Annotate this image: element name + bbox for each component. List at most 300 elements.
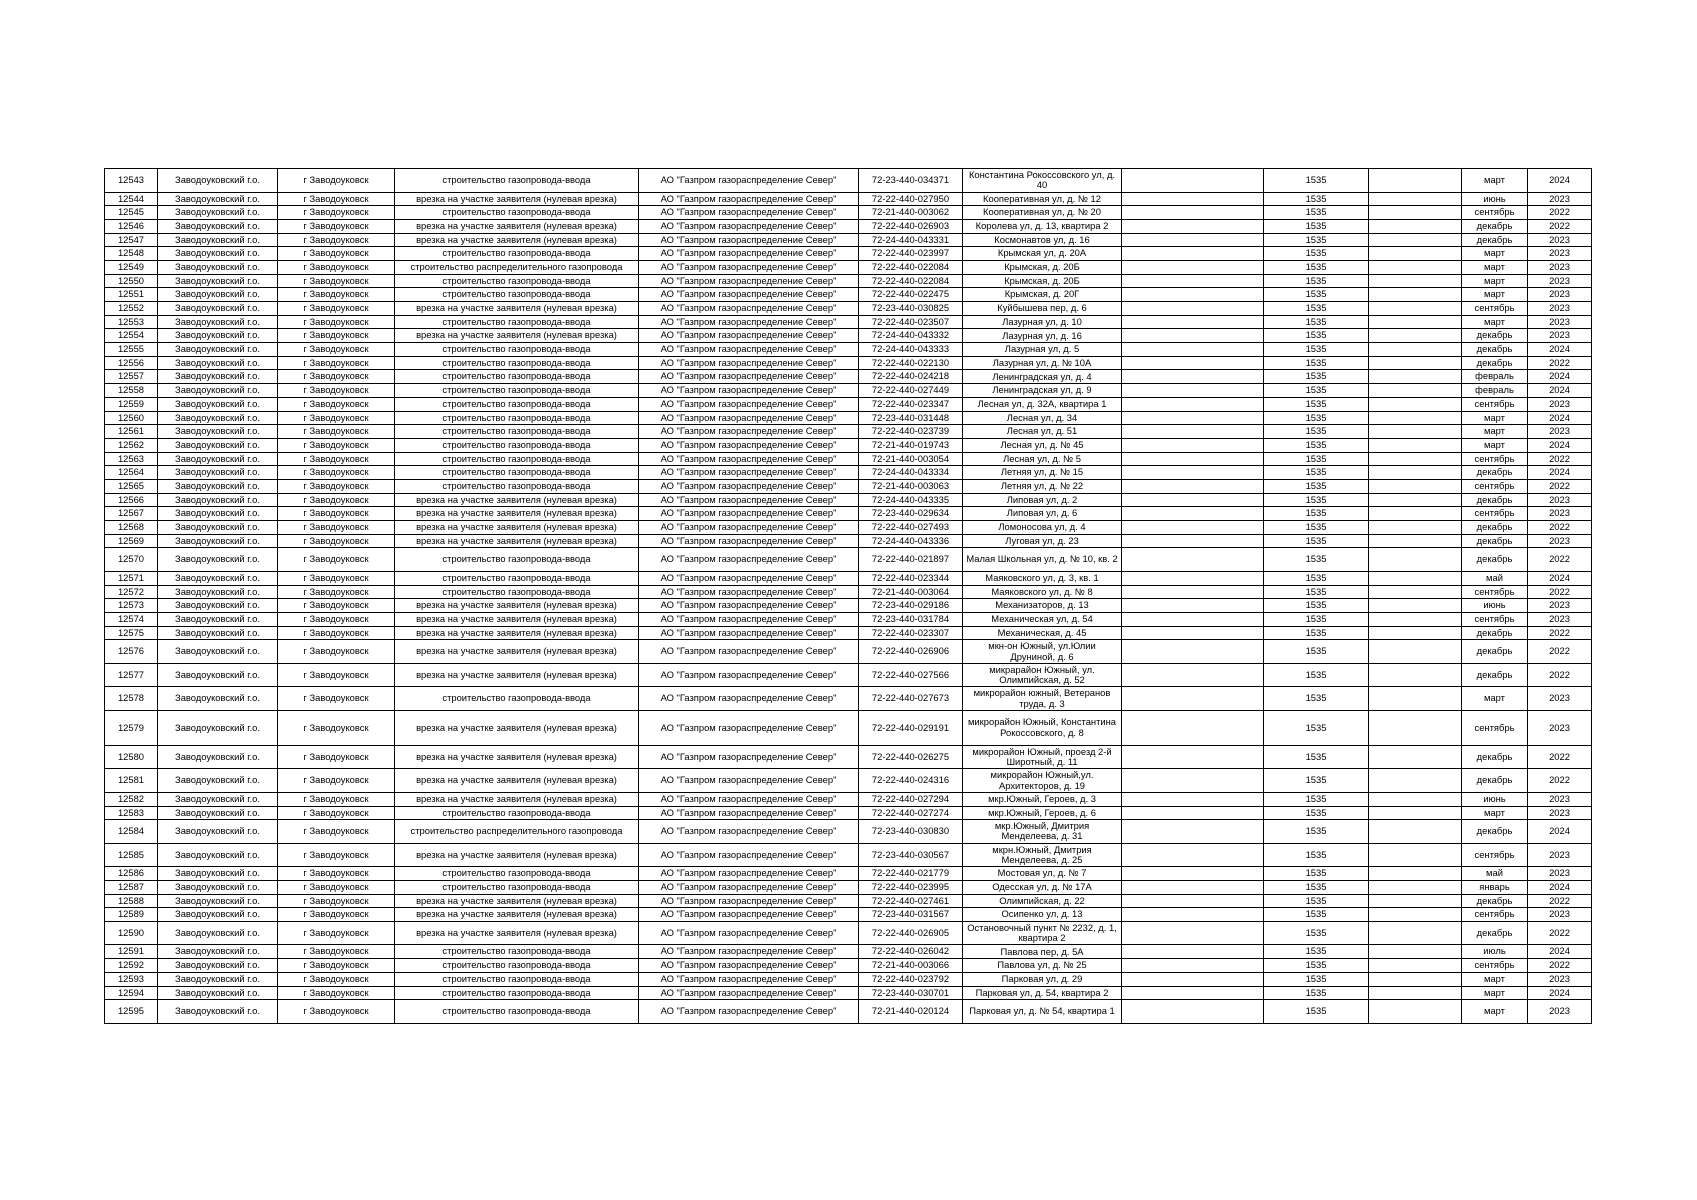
cell-contract-number: 72-23-440-029634 [859, 507, 963, 521]
cell-address: Крымская, д. 20Б [963, 260, 1122, 274]
cell-contract-number: 72-24-440-043333 [859, 343, 963, 357]
cell-district: Заводоуковский г.о. [158, 534, 278, 548]
cell-address: микрорайон Южный, проезд 2-й Широтный, д. 11 [963, 745, 1122, 769]
cell-organization: АО "Газпром газораспределение Север" [639, 534, 859, 548]
cell-month: декабрь [1462, 663, 1528, 687]
cell-year: 2023 [1528, 329, 1592, 343]
table-body [105, 169, 1592, 1024]
cell-empty [1122, 343, 1264, 357]
cell-empty [1122, 397, 1264, 411]
cell-year: 2024 [1528, 370, 1592, 384]
cell-code: 1535 [1264, 329, 1369, 343]
cell-year: 2022 [1528, 452, 1592, 466]
table-row [105, 233, 1592, 247]
cell-year: 2022 [1528, 745, 1592, 769]
table-row [105, 663, 1592, 687]
cell-address: мкн-он Южный, ул.Юлии Друниной, д. 6 [963, 640, 1122, 664]
cell-address: Лазурная ул, д. 10 [963, 315, 1122, 329]
cell-organization: АО "Газпром газораспределение Север" [639, 769, 859, 793]
cell-empty [1122, 370, 1264, 384]
cell-empty [1122, 908, 1264, 922]
cell-empty [1122, 466, 1264, 480]
cell-row-number: 12550 [105, 274, 158, 288]
cell-district: Заводоуковский г.о. [158, 626, 278, 640]
cell-year: 2022 [1528, 769, 1592, 793]
cell-extra [1369, 612, 1462, 626]
cell-month: декабрь [1462, 626, 1528, 640]
cell-empty [1122, 972, 1264, 986]
cell-organization: АО "Газпром газораспределение Север" [639, 972, 859, 986]
cell-organization: АО "Газпром газораспределение Север" [639, 315, 859, 329]
cell-work-type: строительство газопровода-ввода [395, 169, 639, 193]
cell-row-number: 12578 [105, 687, 158, 711]
cell-city: г Заводоуковск [278, 921, 395, 945]
cell-code: 1535 [1264, 438, 1369, 452]
cell-district: Заводоуковский г.о. [158, 507, 278, 521]
cell-year: 2022 [1528, 479, 1592, 493]
cell-empty [1122, 548, 1264, 572]
cell-month: март [1462, 247, 1528, 261]
cell-month: декабрь [1462, 466, 1528, 480]
cell-code: 1535 [1264, 288, 1369, 302]
cell-row-number: 12593 [105, 972, 158, 986]
cell-empty [1122, 640, 1264, 664]
cell-organization: АО "Газпром газораспределение Север" [639, 640, 859, 664]
cell-work-type: врезка на участке заявителя (нулевая врезка) [395, 302, 639, 316]
cell-contract-number: 72-23-440-031448 [859, 411, 963, 425]
cell-work-type: врезка на участке заявителя (нулевая врезка) [395, 521, 639, 535]
cell-address: Летняя ул, д. № 15 [963, 466, 1122, 480]
cell-code: 1535 [1264, 425, 1369, 439]
cell-row-number: 12563 [105, 452, 158, 466]
cell-address: Ломоносова ул, д. 4 [963, 521, 1122, 535]
cell-district: Заводоуковский г.о. [158, 820, 278, 844]
cell-organization: АО "Газпром газораспределение Север" [639, 206, 859, 220]
table-row [105, 867, 1592, 881]
cell-city: г Заводоуковск [278, 745, 395, 769]
cell-contract-number: 72-22-440-022084 [859, 260, 963, 274]
cell-year: 2024 [1528, 945, 1592, 959]
cell-district: Заводоуковский г.о. [158, 640, 278, 664]
cell-code: 1535 [1264, 959, 1369, 973]
cell-row-number: 12548 [105, 247, 158, 261]
cell-extra [1369, 356, 1462, 370]
cell-year: 2023 [1528, 288, 1592, 302]
cell-empty [1122, 329, 1264, 343]
cell-city: г Заводоуковск [278, 806, 395, 820]
cell-month: март [1462, 288, 1528, 302]
cell-empty [1122, 792, 1264, 806]
cell-month: сентябрь [1462, 302, 1528, 316]
cell-month: июнь [1462, 599, 1528, 613]
cell-work-type: строительство газопровода-ввода [395, 959, 639, 973]
cell-extra [1369, 921, 1462, 945]
cell-month: март [1462, 986, 1528, 1000]
cell-extra [1369, 548, 1462, 572]
cell-work-type: строительство газопровода-ввода [395, 411, 639, 425]
cell-month: сентябрь [1462, 206, 1528, 220]
cell-code: 1535 [1264, 663, 1369, 687]
cell-code: 1535 [1264, 397, 1369, 411]
cell-empty [1122, 493, 1264, 507]
cell-city: г Заводоуковск [278, 425, 395, 439]
cell-month: июль [1462, 945, 1528, 959]
cell-contract-number: 72-22-440-027493 [859, 521, 963, 535]
cell-year: 2022 [1528, 959, 1592, 973]
cell-row-number: 12556 [105, 356, 158, 370]
cell-month: декабрь [1462, 521, 1528, 535]
cell-row-number: 12569 [105, 534, 158, 548]
cell-code: 1535 [1264, 908, 1369, 922]
cell-row-number: 12564 [105, 466, 158, 480]
cell-row-number: 12595 [105, 1000, 158, 1024]
cell-year: 2022 [1528, 921, 1592, 945]
cell-city: г Заводоуковск [278, 640, 395, 664]
cell-month: март [1462, 411, 1528, 425]
cell-district: Заводоуковский г.о. [158, 880, 278, 894]
cell-district: Заводоуковский г.о. [158, 599, 278, 613]
cell-work-type: строительство газопровода-ввода [395, 384, 639, 398]
cell-work-type: врезка на участке заявителя (нулевая врезка) [395, 329, 639, 343]
table-row [105, 640, 1592, 664]
cell-organization: АО "Газпром газораспределение Север" [639, 384, 859, 398]
cell-extra [1369, 397, 1462, 411]
cell-month: декабрь [1462, 820, 1528, 844]
cell-district: Заводоуковский г.о. [158, 521, 278, 535]
cell-work-type: строительство газопровода-ввода [395, 1000, 639, 1024]
cell-district: Заводоуковский г.о. [158, 894, 278, 908]
cell-address: Одесская ул, д. № 17А [963, 880, 1122, 894]
cell-work-type: строительство газопровода-ввода [395, 867, 639, 881]
cell-contract-number: 72-22-440-022130 [859, 356, 963, 370]
cell-code: 1535 [1264, 745, 1369, 769]
cell-address: Парковая ул, д. № 54, квартира 1 [963, 1000, 1122, 1024]
cell-address: Летняя ул, д. № 22 [963, 479, 1122, 493]
cell-year: 2023 [1528, 274, 1592, 288]
cell-code: 1535 [1264, 548, 1369, 572]
cell-empty [1122, 710, 1264, 745]
cell-code: 1535 [1264, 274, 1369, 288]
cell-organization: АО "Газпром газораспределение Север" [639, 745, 859, 769]
cell-year: 2023 [1528, 612, 1592, 626]
cell-row-number: 12543 [105, 169, 158, 193]
cell-row-number: 12580 [105, 745, 158, 769]
cell-address: Механическая, д. 45 [963, 626, 1122, 640]
cell-address: Крымская, д. 20Б [963, 274, 1122, 288]
cell-extra [1369, 452, 1462, 466]
cell-code: 1535 [1264, 921, 1369, 945]
cell-organization: АО "Газпром газораспределение Север" [639, 302, 859, 316]
cell-organization: АО "Газпром газораспределение Север" [639, 329, 859, 343]
cell-row-number: 12551 [105, 288, 158, 302]
cell-address: Лесная ул, д. № 45 [963, 438, 1122, 452]
cell-organization: АО "Газпром газораспределение Север" [639, 466, 859, 480]
cell-empty [1122, 274, 1264, 288]
cell-month: сентябрь [1462, 479, 1528, 493]
cell-district: Заводоуковский г.о. [158, 356, 278, 370]
cell-row-number: 12586 [105, 867, 158, 881]
cell-city: г Заводоуковск [278, 452, 395, 466]
cell-district: Заводоуковский г.о. [158, 315, 278, 329]
cell-year: 2023 [1528, 599, 1592, 613]
cell-month: февраль [1462, 384, 1528, 398]
cell-city: г Заводоуковск [278, 329, 395, 343]
cell-organization: АО "Газпром газораспределение Север" [639, 880, 859, 894]
cell-empty [1122, 769, 1264, 793]
cell-contract-number: 72-22-440-022475 [859, 288, 963, 302]
cell-extra [1369, 571, 1462, 585]
cell-year: 2023 [1528, 233, 1592, 247]
cell-address: Лазурная ул, д. 5 [963, 343, 1122, 357]
cell-city: г Заводоуковск [278, 612, 395, 626]
cell-year: 2023 [1528, 493, 1592, 507]
cell-extra [1369, 599, 1462, 613]
cell-work-type: строительство газопровода-ввода [395, 585, 639, 599]
cell-extra [1369, 1000, 1462, 1024]
cell-year: 2023 [1528, 192, 1592, 206]
cell-work-type: строительство газопровода-ввода [395, 274, 639, 288]
cell-row-number: 12555 [105, 343, 158, 357]
cell-contract-number: 72-22-440-026903 [859, 219, 963, 233]
cell-extra [1369, 894, 1462, 908]
cell-contract-number: 72-22-440-023739 [859, 425, 963, 439]
cell-empty [1122, 663, 1264, 687]
cell-extra [1369, 425, 1462, 439]
table-row [105, 329, 1592, 343]
cell-row-number: 12549 [105, 260, 158, 274]
cell-address: Малая Школьная ул, д. № 10, кв. 2 [963, 548, 1122, 572]
cell-extra [1369, 507, 1462, 521]
cell-city: г Заводоуковск [278, 260, 395, 274]
table-row [105, 599, 1592, 613]
cell-empty [1122, 921, 1264, 945]
cell-organization: АО "Газпром газораспределение Север" [639, 521, 859, 535]
table-row [105, 425, 1592, 439]
cell-organization: АО "Газпром газораспределение Север" [639, 233, 859, 247]
cell-code: 1535 [1264, 479, 1369, 493]
cell-year: 2024 [1528, 986, 1592, 1000]
cell-year: 2022 [1528, 521, 1592, 535]
cell-contract-number: 72-23-440-029186 [859, 599, 963, 613]
cell-contract-number: 72-22-440-023997 [859, 247, 963, 261]
cell-address: Лазурная ул, д. № 10А [963, 356, 1122, 370]
cell-district: Заводоуковский г.о. [158, 1000, 278, 1024]
table-row [105, 438, 1592, 452]
cell-row-number: 12544 [105, 192, 158, 206]
cell-year: 2024 [1528, 571, 1592, 585]
cell-work-type: строительство газопровода-ввода [395, 986, 639, 1000]
table-row [105, 384, 1592, 398]
cell-address: Ленинградская ул, д. 4 [963, 370, 1122, 384]
cell-year: 2023 [1528, 792, 1592, 806]
cell-contract-number: 72-22-440-029191 [859, 710, 963, 745]
cell-code: 1535 [1264, 192, 1369, 206]
cell-work-type: строительство газопровода-ввода [395, 687, 639, 711]
cell-city: г Заводоуковск [278, 663, 395, 687]
cell-year: 2022 [1528, 585, 1592, 599]
cell-row-number: 12589 [105, 908, 158, 922]
cell-empty [1122, 820, 1264, 844]
cell-year: 2023 [1528, 867, 1592, 881]
cell-work-type: врезка на участке заявителя (нулевая врезка) [395, 599, 639, 613]
cell-code: 1535 [1264, 1000, 1369, 1024]
cell-organization: АО "Газпром газораспределение Север" [639, 626, 859, 640]
cell-month: декабрь [1462, 329, 1528, 343]
cell-contract-number: 72-22-440-023995 [859, 880, 963, 894]
cell-address: Кооперативная ул, д. № 20 [963, 206, 1122, 220]
cell-empty [1122, 315, 1264, 329]
cell-contract-number: 72-22-440-023307 [859, 626, 963, 640]
cell-address: микрорайон Южный,ул. Архитекторов, д. 19 [963, 769, 1122, 793]
cell-address: Кооперативная ул, д. № 12 [963, 192, 1122, 206]
cell-work-type: строительство газопровода-ввода [395, 343, 639, 357]
cell-city: г Заводоуковск [278, 769, 395, 793]
cell-district: Заводоуковский г.о. [158, 169, 278, 193]
cell-district: Заводоуковский г.о. [158, 745, 278, 769]
cell-organization: АО "Газпром газораспределение Север" [639, 219, 859, 233]
cell-district: Заводоуковский г.о. [158, 663, 278, 687]
cell-district: Заводоуковский г.о. [158, 397, 278, 411]
cell-year: 2022 [1528, 206, 1592, 220]
cell-code: 1535 [1264, 169, 1369, 193]
cell-empty [1122, 571, 1264, 585]
cell-district: Заводоуковский г.о. [158, 370, 278, 384]
cell-work-type: строительство газопровода-ввода [395, 479, 639, 493]
cell-row-number: 12574 [105, 612, 158, 626]
cell-district: Заводоуковский г.о. [158, 438, 278, 452]
cell-year: 2023 [1528, 908, 1592, 922]
cell-extra [1369, 274, 1462, 288]
cell-contract-number: 72-24-440-043334 [859, 466, 963, 480]
cell-empty [1122, 585, 1264, 599]
cell-address: Константина Рокоссовского ул, д. 40 [963, 169, 1122, 193]
cell-year: 2022 [1528, 663, 1592, 687]
table-row [105, 792, 1592, 806]
cell-month: март [1462, 687, 1528, 711]
table-row [105, 169, 1592, 193]
table-row [105, 507, 1592, 521]
cell-district: Заводоуковский г.о. [158, 867, 278, 881]
cell-address: Крымская, д. 20Г [963, 288, 1122, 302]
cell-address: мкр.Южный, Героев, д. 6 [963, 806, 1122, 820]
cell-extra [1369, 384, 1462, 398]
table-row [105, 452, 1592, 466]
cell-organization: АО "Газпром газораспределение Север" [639, 820, 859, 844]
cell-row-number: 12592 [105, 959, 158, 973]
cell-district: Заводоуковский г.о. [158, 972, 278, 986]
cell-row-number: 12566 [105, 493, 158, 507]
cell-contract-number: 72-21-440-019743 [859, 438, 963, 452]
cell-month: декабрь [1462, 493, 1528, 507]
cell-year: 2023 [1528, 1000, 1592, 1024]
cell-organization: АО "Газпром газораспределение Север" [639, 806, 859, 820]
cell-organization: АО "Газпром газораспределение Север" [639, 274, 859, 288]
cell-code: 1535 [1264, 233, 1369, 247]
cell-year: 2024 [1528, 820, 1592, 844]
cell-district: Заводоуковский г.о. [158, 260, 278, 274]
cell-work-type: врезка на участке заявителя (нулевая врезка) [395, 612, 639, 626]
cell-month: сентябрь [1462, 507, 1528, 521]
cell-work-type: строительство газопровода-ввода [395, 806, 639, 820]
cell-city: г Заводоуковск [278, 843, 395, 867]
cell-district: Заводоуковский г.о. [158, 945, 278, 959]
cell-extra [1369, 687, 1462, 711]
cell-code: 1535 [1264, 972, 1369, 986]
cell-year: 2023 [1528, 315, 1592, 329]
cell-empty [1122, 687, 1264, 711]
cell-organization: АО "Газпром газораспределение Север" [639, 548, 859, 572]
cell-month: май [1462, 571, 1528, 585]
cell-code: 1535 [1264, 945, 1369, 959]
cell-row-number: 12552 [105, 302, 158, 316]
cell-organization: АО "Газпром газораспределение Север" [639, 571, 859, 585]
cell-empty [1122, 233, 1264, 247]
cell-code: 1535 [1264, 894, 1369, 908]
cell-address: Мостовая ул, д. № 7 [963, 867, 1122, 881]
cell-address: Павлова ул, д. № 25 [963, 959, 1122, 973]
table-row [105, 466, 1592, 480]
cell-month: март [1462, 1000, 1528, 1024]
table-row [105, 343, 1592, 357]
cell-contract-number: 72-23-440-034371 [859, 169, 963, 193]
cell-code: 1535 [1264, 867, 1369, 881]
cell-extra [1369, 626, 1462, 640]
document-page [104, 168, 1591, 1024]
cell-work-type: строительство газопровода-ввода [395, 945, 639, 959]
cell-city: г Заводоуковск [278, 1000, 395, 1024]
cell-address: Липовая ул, д. 6 [963, 507, 1122, 521]
cell-month: декабрь [1462, 640, 1528, 664]
cell-code: 1535 [1264, 411, 1369, 425]
cell-address: Лесная ул, д. № 5 [963, 452, 1122, 466]
cell-address: Крымская ул, д. 20А [963, 247, 1122, 261]
cell-year: 2023 [1528, 397, 1592, 411]
cell-city: г Заводоуковск [278, 880, 395, 894]
table-row [105, 370, 1592, 384]
cell-city: г Заводоуковск [278, 438, 395, 452]
cell-extra [1369, 745, 1462, 769]
cell-row-number: 12553 [105, 315, 158, 329]
cell-address: микрорайон Южный, Константина Рокоссовского, д. 8 [963, 710, 1122, 745]
cell-extra [1369, 206, 1462, 220]
cell-empty [1122, 302, 1264, 316]
cell-city: г Заводоуковск [278, 302, 395, 316]
cell-organization: АО "Газпром газораспределение Север" [639, 792, 859, 806]
cell-contract-number: 72-22-440-023344 [859, 571, 963, 585]
cell-district: Заводоуковский г.о. [158, 274, 278, 288]
cell-district: Заводоуковский г.о. [158, 986, 278, 1000]
cell-district: Заводоуковский г.о. [158, 959, 278, 973]
cell-work-type: строительство газопровода-ввода [395, 247, 639, 261]
cell-month: март [1462, 260, 1528, 274]
table-row [105, 585, 1592, 599]
cell-code: 1535 [1264, 710, 1369, 745]
cell-work-type: строительство газопровода-ввода [395, 466, 639, 480]
cell-row-number: 12594 [105, 986, 158, 1000]
cell-work-type: строительство газопровода-ввода [395, 425, 639, 439]
table-row [105, 534, 1592, 548]
cell-city: г Заводоуковск [278, 233, 395, 247]
cell-code: 1535 [1264, 493, 1369, 507]
cell-city: г Заводоуковск [278, 867, 395, 881]
cell-empty [1122, 599, 1264, 613]
cell-year: 2024 [1528, 411, 1592, 425]
cell-empty [1122, 843, 1264, 867]
table-row [105, 288, 1592, 302]
cell-empty [1122, 384, 1264, 398]
cell-address: Куйбышева пер, д. 6 [963, 302, 1122, 316]
cell-district: Заводоуковский г.о. [158, 219, 278, 233]
